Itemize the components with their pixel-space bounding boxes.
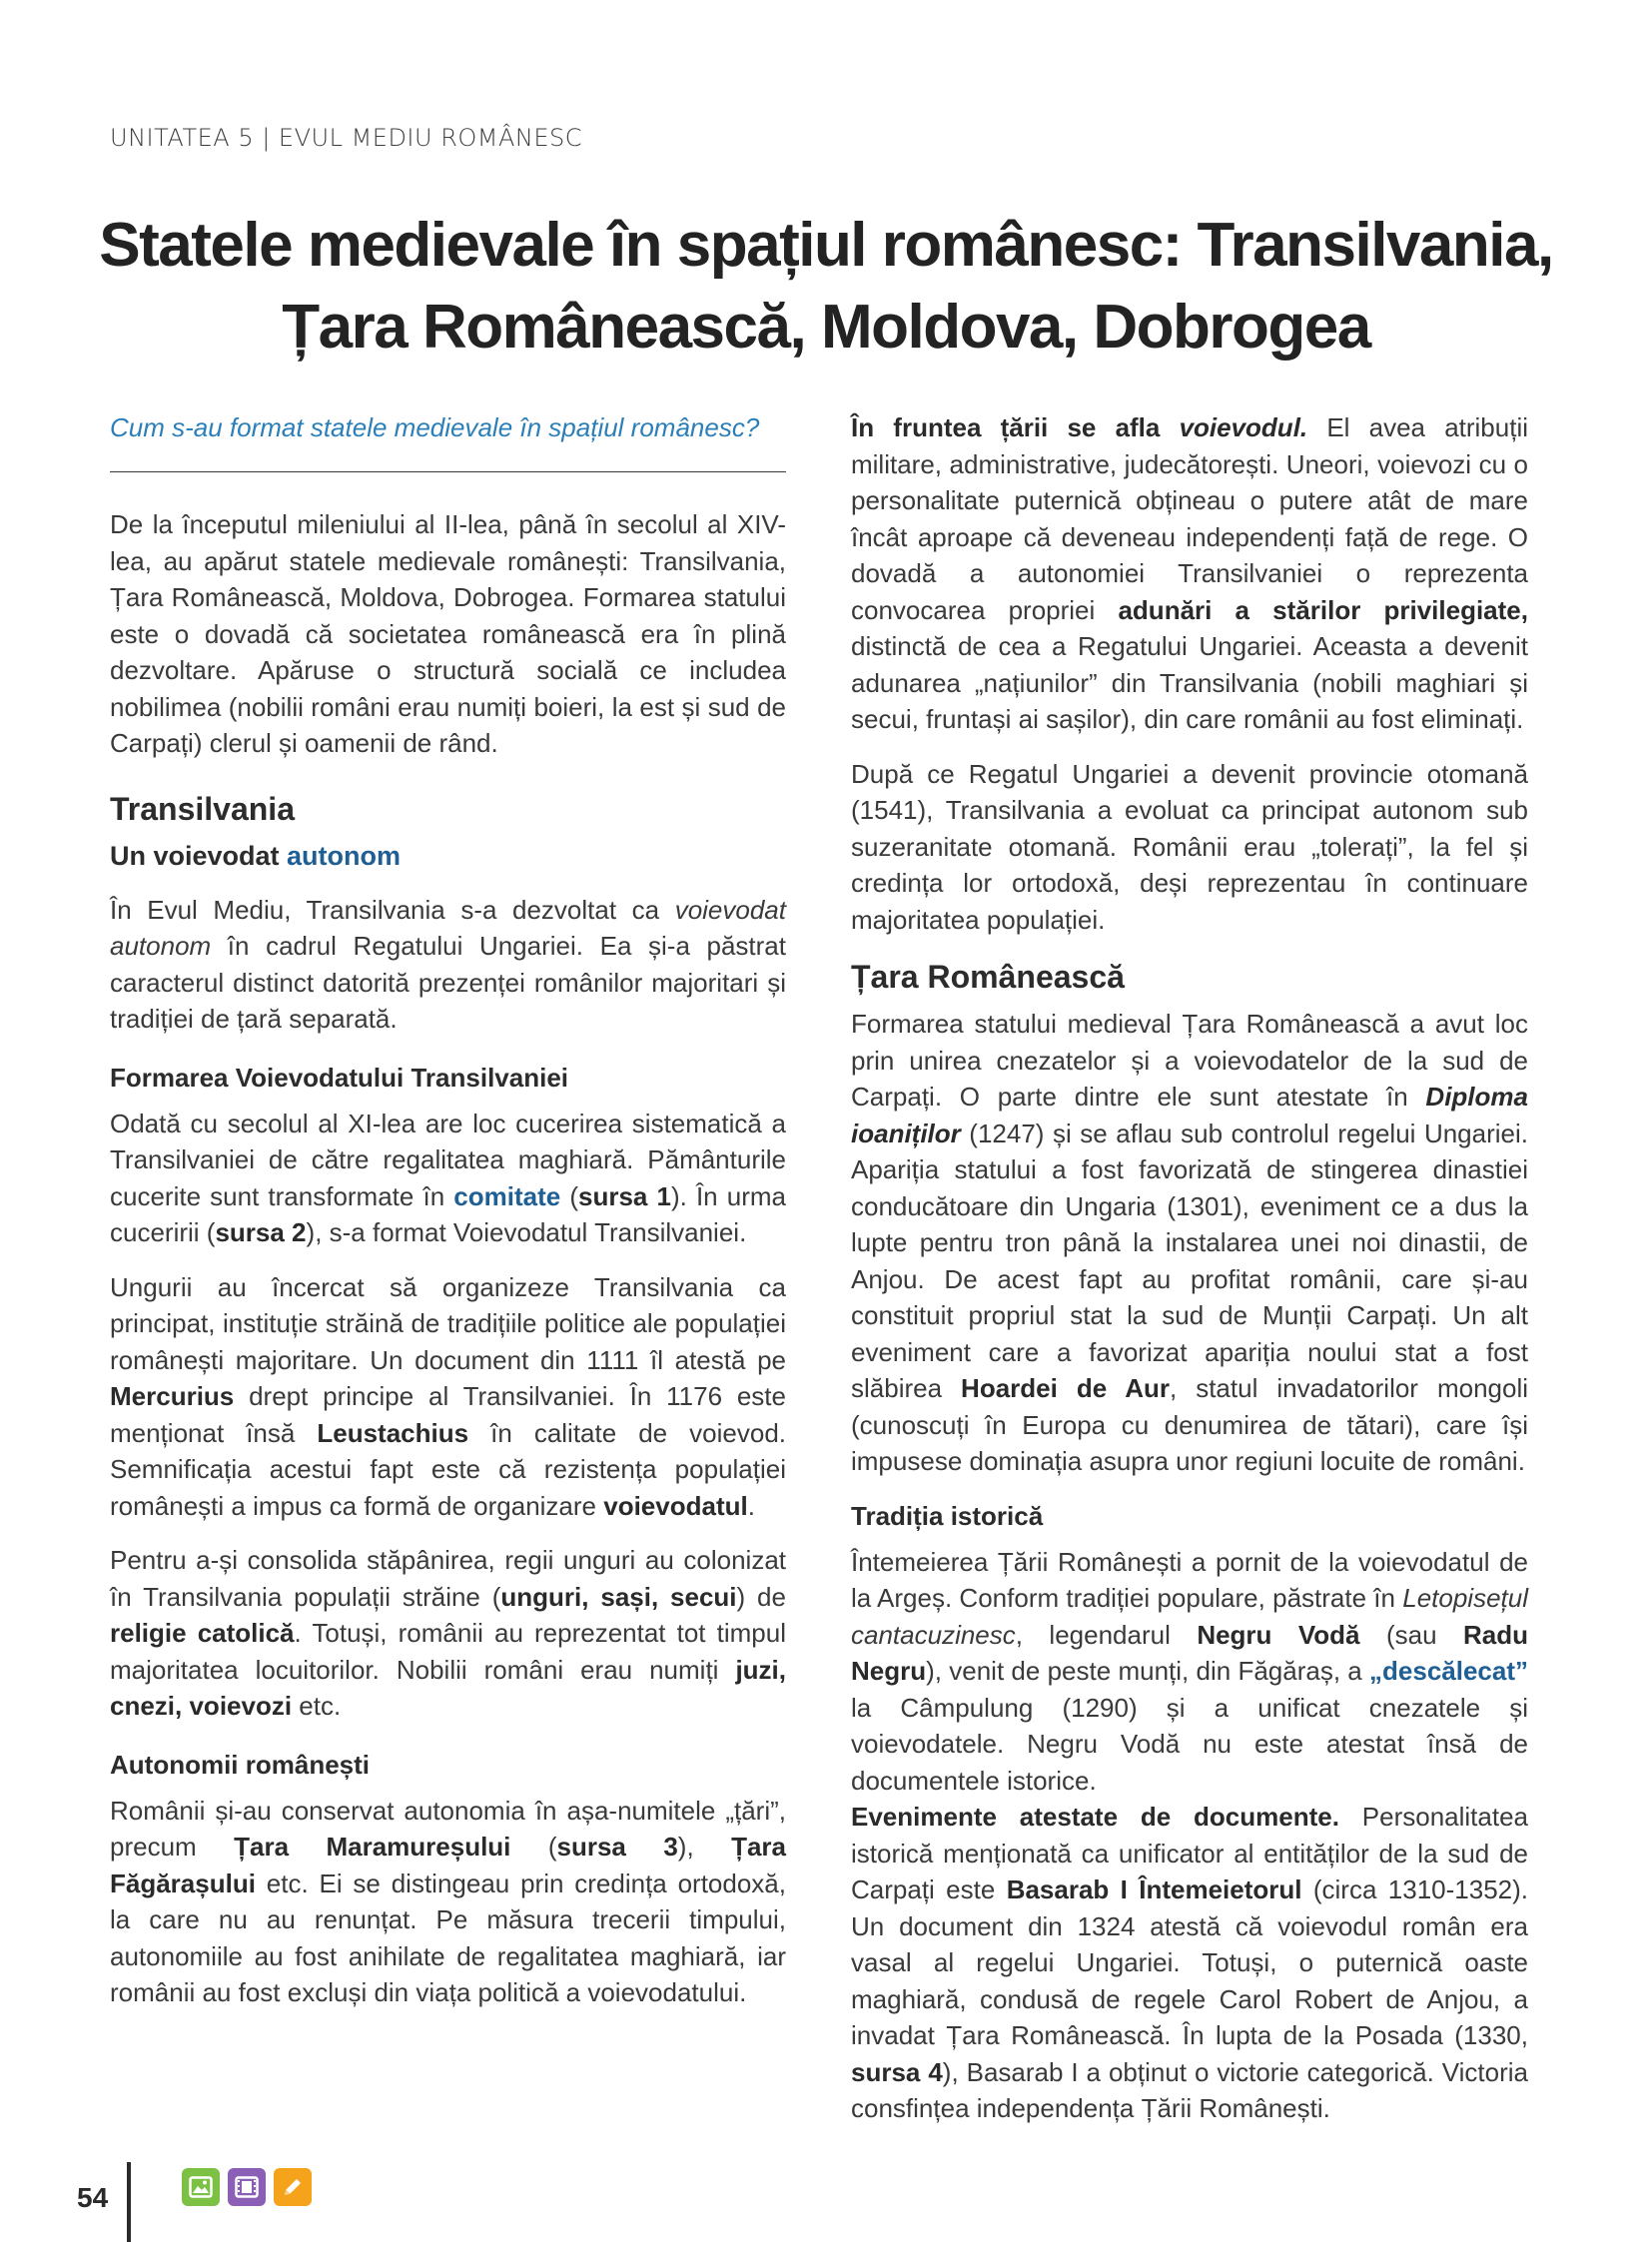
bold-negru-voda: Negru Vodă — [1197, 1619, 1360, 1650]
text: În Evul Mediu, Transilvania s-a dezvoltat ca — [110, 894, 675, 925]
bold-evenimente: Evenimente atestate de documente. — [851, 1802, 1339, 1832]
paragraph-autonomii — [110, 1793, 786, 2011]
text: , legendarul — [1015, 1619, 1198, 1650]
left-column — [110, 409, 786, 2029]
image-icon[interactable] — [182, 2168, 220, 2206]
video-icon[interactable] — [228, 2168, 266, 2206]
paragraph-cucerirea — [110, 1106, 786, 1251]
text: (1247) și se aflau sub controlul regelui Ungariei. Apariția statului a fost favorizată de stingerea dinastiei conducătoare din Ungaria (1301), eveniment ce a dus la lupte pentru tron până la instalarea unei noi dinastii, de Anjou. De acest fapt au profitat românii, care și-au constituit propriul stat la sud de Munții Carpați. Un alt eveniment care a favorizat apariția noului stat a fost slăbirea — [851, 1118, 1528, 1403]
bold-religie: religie catolică — [110, 1618, 295, 1648]
paragraph-evul-mediu — [110, 892, 786, 1038]
bold-radu-negru: Radu Negru — [851, 1619, 1528, 1686]
footer-divider — [127, 2162, 131, 2242]
text: (sau — [1359, 1619, 1463, 1650]
title-line-2: Țara Românească, Moldova, Dobrogea — [282, 293, 1370, 362]
paragraph-voievodul — [851, 409, 1528, 738]
paragraph-ungurii — [110, 1269, 786, 1525]
emphasis-voievodat-autonom: voievodat autonom — [110, 894, 786, 961]
text: ). În urma cuceririi ( — [110, 1180, 786, 1247]
bold-populatii: unguri, sași, secui — [500, 1581, 737, 1612]
paragraph-colonizare — [110, 1542, 786, 1725]
section-heading-transilvania: Transilvania — [110, 790, 295, 827]
bold-tara-fagarasului: Țara Făgărașului — [110, 1832, 787, 1898]
text: ), venit de peste munți, din Făgăraș, a — [926, 1656, 1370, 1686]
bold-basarab: Basarab I Întemeietorul — [1006, 1874, 1302, 1904]
glossary-link-autonom[interactable]: autonom — [287, 840, 402, 871]
text: ( — [510, 1832, 557, 1862]
text: etc. Ei se distingeau prin credința ortodoxă, la care nu au renunțat. Pe măsura trecerii timpului, autonomiile au fost anihilate de regalitatea maghiară, iar românii au fost excluși din viața politică a voievodatului. — [110, 1868, 786, 2007]
bold-hoardei-de-aur: Hoardei de Aur — [961, 1373, 1170, 1403]
bold-voievodatul: voievodatul — [603, 1490, 748, 1521]
text: Ungurii au încercat să organizeze Transilvania ca principat, instituție străină de tradițiile politice ale populației românești majoritare. Un document din 1111 îl atestă pe — [110, 1271, 786, 1375]
pencil-icon[interactable] — [274, 2168, 312, 2206]
bold-titluri: juzi, cnezi, voievozi — [110, 1654, 786, 1721]
text: El avea atribuții militare, administrative, judecătorești. Uneori, voievozi cu o personalitate puternică obțineau o putere atât de mare încât aproape că deveneau independenți față de rege. O dovadă a autonomiei Transilvaniei o reprezenta convocarea propriei — [851, 412, 1529, 625]
source-ref-1[interactable]: sursa 1 — [577, 1180, 671, 1211]
emphasis-letopisetul: Letopisețul cantacuzinesc — [851, 1583, 1528, 1650]
unit-header: UNITATEA 5 | EVUL MEDIU ROMÂNESC — [110, 124, 583, 152]
text: la Câmpulung (1290) și a unificat cnezatele și voievodatele. Negru Vodă nu este atestat însă de documentele istorice. — [851, 1692, 1528, 1796]
bold-mercurius: Mercurius — [110, 1381, 235, 1411]
text: Odată cu secolul al XI-lea are loc cucerirea sistematică a Transilvaniei de către regalitatea maghiară. Pământurile cucerite sunt transformate în — [110, 1108, 786, 1211]
text: Personalitatea istorică menționată ca unificator al entităților de la sud de Carpați este — [851, 1802, 1528, 1904]
text: în cadrul Regatului Ungariei. Ea și-a păstrat caracterul distinct datorită prezenței românilor majoritari și tradiției de țară separată. — [110, 931, 786, 1034]
subheading-text: Un voievodat — [110, 840, 288, 871]
text: , statul invadatorilor mongoli (cunoscuți în Europa cu denumirea de tătari), care își impusese dominația asupra unor regiuni locuite de români. — [851, 1373, 1528, 1476]
bold-in-fruntea: În fruntea țării se afla — [851, 412, 1180, 442]
source-ref-3[interactable]: sursa 3 — [556, 1832, 678, 1862]
paragraph-formarea-tr — [851, 1006, 1528, 1480]
paragraph-traditia — [851, 1544, 1528, 1800]
section-heading-tara-romaneasca: Țara Românească — [851, 959, 1125, 995]
bold-leustachius: Leustachius — [317, 1417, 469, 1448]
text: ) de — [736, 1581, 786, 1612]
heading-traditia-istorica: Tradiția istorică — [851, 1500, 1044, 1531]
source-ref-2[interactable]: sursa 2 — [215, 1217, 307, 1247]
heading-autonomii-romanesti: Autonomii românești — [110, 1749, 371, 1780]
text: . Totuși, românii au reprezentat tot timpul majoritatea locuitorilor. Nobilii români erau numiți — [110, 1618, 786, 1685]
bold-diploma-ioanitilor: Diploma ioaniților — [851, 1082, 1528, 1148]
text: distinctă de cea a Regatului Ungariei. Aceasta a devenit adunarea „națiunilor” din Transilvania (nobili maghiari și secui, fruntași ai sașilor), din care românii au fost eliminați. — [851, 631, 1528, 734]
page-title — [60, 205, 1592, 369]
text: Românii și-au conservat autonomia în așa-numitele „țări”, precum — [110, 1795, 786, 1862]
guiding-question: Cum s-au format statele medievale în spațiul românesc? — [110, 409, 786, 472]
resource-icons — [182, 2168, 312, 2206]
right-column — [851, 409, 1528, 2145]
text: Pentru a-și consolida stăpânirea, regii unguri au colonizat în Transilvania populații străine ( — [110, 1545, 786, 1612]
text: ( — [560, 1180, 578, 1211]
text: Întemeierea Țării Românești a pornit de la voievodatul de la Argeș. Conform tradiției populare, păstrate în — [851, 1546, 1528, 1613]
text: ), s-a format Voievodatul Transilvaniei. — [306, 1217, 747, 1247]
paragraph-evenimente — [851, 1799, 1528, 2127]
text: ), — [677, 1832, 732, 1862]
intro-paragraph: De la începutul mileniului al II-lea, până în secolul al XIV-lea, au apărut statele medievale românești: Transilvania, Țara Românească, Moldova, Dobrogea. Formarea statului este o dovadă că societatea românească era în plină dezvoltare. Apăruse o structură socială ce includea nobilimea (nobilii români erau numiți boieri, la est și sud de Carpați) clerul și oamenii de rând. — [110, 509, 786, 758]
heading-formarea-voievodatului: Formarea Voievodatului Transilvaniei — [110, 1062, 568, 1093]
text: Formarea statului medieval Țara Românească a avut loc prin unirea cnezatelor și a voievodatelor de la sud de Carpați. O parte dintre ele sunt atestate în — [851, 1009, 1528, 1112]
bold-adunari: adunări a stărilor privilegiate, — [1118, 594, 1528, 625]
bold-tara-maramuresului: Țara Maramureșului — [234, 1832, 511, 1862]
bold-voievodul: voievodul. — [1179, 412, 1308, 442]
page-number: 54 — [77, 2182, 109, 2213]
paragraph-principat: După ce Regatul Ungariei a devenit provincie otomană (1541), Transilvania a evoluat ca principat autonom sub suzeranitate otomană. Românii erau „tolerați”, la fel și credința lor ortodoxă, deși reprezentau în continuare majoritatea populației. — [851, 758, 1528, 935]
text: . — [747, 1490, 755, 1521]
glossary-link-descalecat[interactable]: „descălecat” — [1369, 1656, 1528, 1686]
title-line-1: Statele medievale în spațiul românesc: Transilvania, — [99, 211, 1553, 280]
text: în calitate de voievod. Semnificația acestui fapt este că rezistența populației românești a impus ca formă de organizare — [110, 1417, 786, 1521]
glossary-link-comitate[interactable]: comitate — [453, 1180, 561, 1211]
subheading-voievodat-autonom — [110, 838, 786, 874]
text: etc. — [292, 1691, 342, 1721]
source-ref-4[interactable]: sursa 4 — [851, 2056, 943, 2087]
text: ), Basarab I a obținut o victorie categorică. Victoria consfințea independența Țării Românești. — [851, 2056, 1528, 2123]
text: (circa 1310-1352). Un document din 1324 atestă că voievodul român era vasal al regelui Ungariei. Totuși, o puternică oaste maghiară, condusă de regele Carol Robert de Anjou, a invadat Țara Românească. În lupta de la Posada (1330, — [851, 1874, 1528, 2050]
text: drept principe al Transilvaniei. În 1176 este menționat însă — [110, 1381, 786, 1448]
